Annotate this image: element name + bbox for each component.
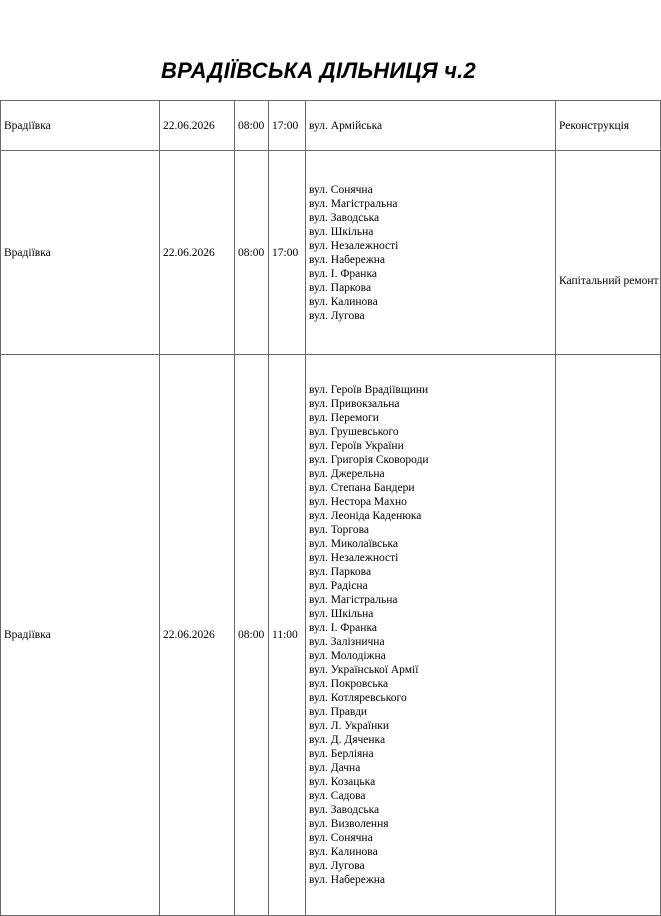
street-item: вул. Незалежності — [309, 239, 399, 252]
table-row — [1, 101, 661, 151]
streets-cell — [306, 355, 556, 916]
street-item: вул. Правди — [309, 706, 368, 718]
street-item: вул. Набережна — [309, 253, 386, 266]
street-item: вул. Армійська — [309, 119, 383, 132]
reason-cell: Капітальний ремонт — [556, 151, 661, 355]
place-cell: Врадіївка — [1, 151, 160, 355]
end-time-cell: 17:00 — [269, 101, 306, 151]
end-time-cell: 11:00 — [269, 355, 306, 916]
street-item: вул. Паркова — [309, 566, 372, 578]
streets-cell — [306, 101, 556, 151]
street-item: вул. Козацька — [309, 776, 376, 788]
street-item: вул. Української Армії — [309, 664, 419, 676]
street-item: вул. Перемоги — [309, 412, 379, 424]
street-item: вул. І. Франка — [309, 267, 377, 280]
place-cell: Врадіївка — [1, 101, 160, 151]
schedule-table — [0, 100, 661, 916]
start-time-cell: 08:00 — [235, 101, 269, 151]
street-item: вул. Нестора Махно — [309, 496, 407, 508]
street-item: вул. Лугова — [309, 860, 365, 872]
street-item: вул. Молодіжна — [309, 650, 386, 662]
table-row — [1, 151, 661, 355]
street-item: вул. Григорія Сковороди — [309, 454, 429, 466]
street-item: вул. Покровська — [309, 678, 389, 690]
street-item: вул. Джерельна — [309, 468, 385, 480]
street-item: вул. Сонячна — [309, 183, 373, 196]
street-item: вул. І. Франка — [309, 622, 377, 634]
reason-cell — [556, 355, 661, 916]
street-item: вул. Леоніда Каденюка — [309, 510, 422, 522]
date-cell: 22.06.2026 — [160, 151, 235, 355]
street-item: вул. Сонячна — [309, 832, 373, 844]
street-item: вул. Визволення — [309, 818, 389, 830]
street-item: вул. Героїв України — [309, 440, 404, 452]
street-item: вул. Магістральна — [309, 594, 398, 606]
start-time-cell: 08:00 — [235, 151, 269, 355]
street-item: вул. Набережна — [309, 874, 386, 886]
street-item: вул. Шкільна — [309, 225, 374, 238]
street-item: вул. Шкільна — [309, 608, 374, 620]
street-item: вул. Котляревського — [309, 692, 407, 704]
start-time-cell: 08:00 — [235, 355, 269, 916]
street-item: вул. Радісна — [309, 580, 368, 592]
street-item: вул. Лугова — [309, 309, 365, 322]
street-item: вул. Миколаївська — [309, 538, 399, 550]
street-item: вул. Садова — [309, 790, 366, 802]
street-item: вул. Незалежності — [309, 552, 399, 564]
reason-cell: Реконструкція — [556, 101, 661, 151]
date-cell: 22.06.2026 — [160, 101, 235, 151]
end-time-cell: 17:00 — [269, 151, 306, 355]
street-item: вул. Привокзальна — [309, 398, 400, 410]
street-item: вул. Заводська — [309, 211, 380, 224]
street-item: вул. Калинова — [309, 295, 378, 308]
street-item: вул. Л. Українки — [309, 720, 389, 732]
street-item: вул. Залізнична — [309, 636, 385, 648]
date-cell: 22.06.2026 — [160, 355, 235, 916]
street-item: вул. Магістральна — [309, 197, 398, 210]
street-item: вул. Степана Бандери — [309, 482, 415, 494]
street-item: вул. Заводська — [309, 804, 380, 816]
street-item: вул. Паркова — [309, 281, 372, 294]
street-item: вул. Торгова — [309, 524, 369, 536]
street-item: вул. Героїв Врадіївщини — [309, 384, 429, 396]
table-row — [1, 355, 661, 916]
street-item: вул. Дачна — [309, 762, 361, 774]
street-item: вул. Грушевського — [309, 426, 399, 438]
street-item: вул. Берліяна — [309, 748, 374, 760]
streets-cell — [306, 151, 556, 355]
place-cell: Врадіївка — [1, 355, 160, 916]
page-title: ВРАДІЇВСЬКА ДІЛЬНИЦЯ ч.2 — [161, 58, 476, 83]
street-item: вул. Д. Дяченка — [309, 734, 386, 746]
street-item: вул. Калинова — [309, 846, 378, 858]
